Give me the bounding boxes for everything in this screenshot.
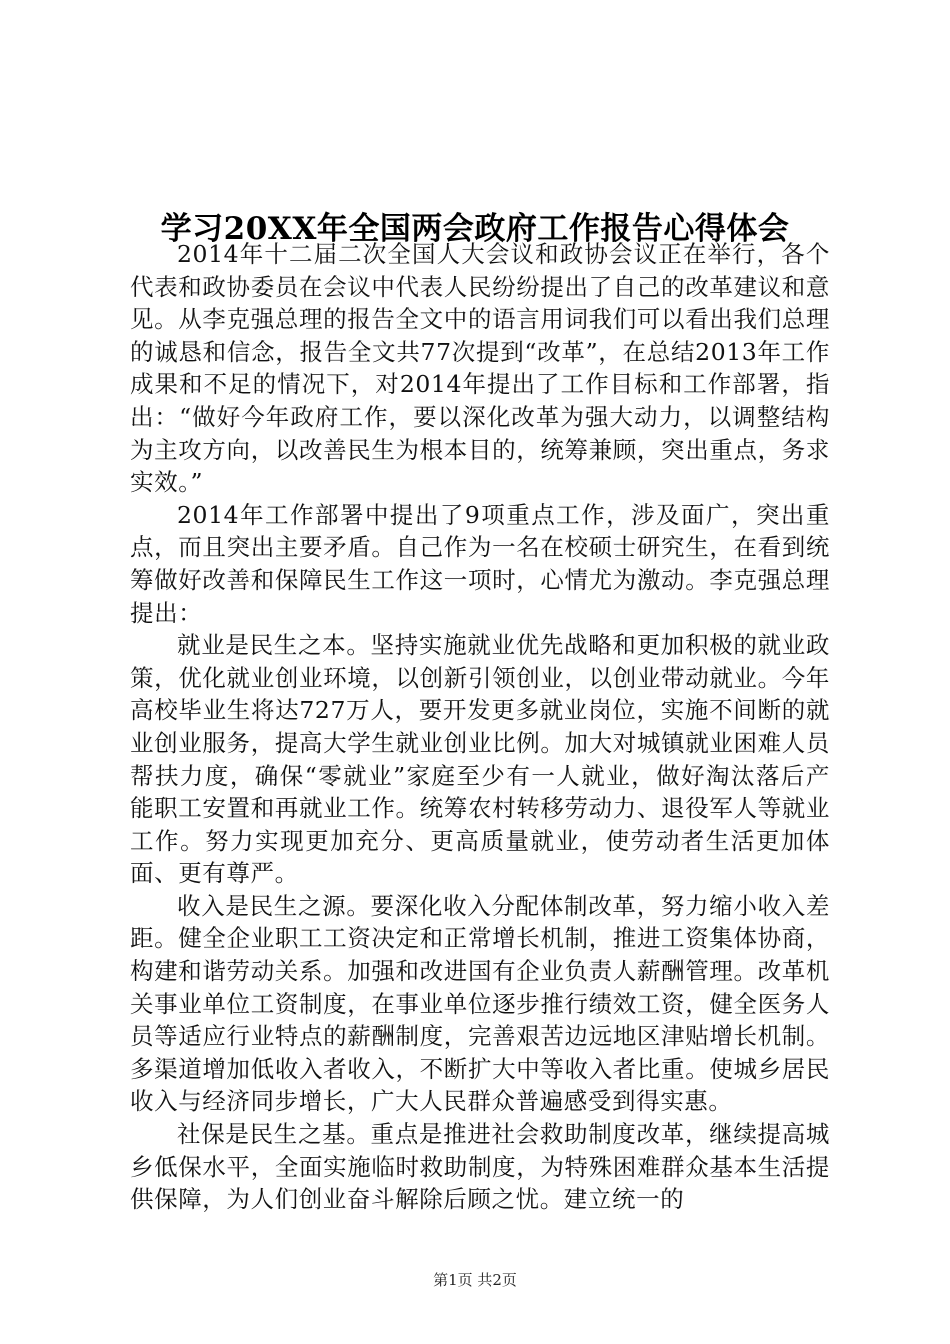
paragraph-income: 收入是民生之源。要深化收入分配体制改革，努力缩小收入差距。健全企业职工工资决定和正常增长机制，推进工资集体协商，构建和谐劳动关系。加强和改进国有企业负责人薪酬管理。改革机关事业单位工资制度，在事业单位逐步推行绩效工资，健全医务人员等适应行业特点的薪酬制度，完善艰苦边远地区津贴增长机制。多渠道增加低收入者收入，不断扩大中等收入者比重。使城乡居民收入与经济同步增长，广大人民群众普遍感受到得实惠。	[130, 891, 830, 1116]
paragraph-intro: 2014年十二届二次全国人大会议和政协会议正在举行，各个代表和政协委员在会议中代表人民纷纷提出了自己的改革建议和意见。从李克强总理的报告全文中的语言用词我们可以看出我们总理的诚恳和信念，报告全文共77次提到“改革”，在总结2013年工作成果和不足的情况下，对2014年提出了工作目标和工作部署，指出：“做好今年政府工作，要以深化改革为强大动力，以调整结构为主攻方向，以改善民生为根本目的，统筹兼顾，突出重点，务求实效。”	[130, 240, 830, 497]
paragraph-employment: 就业是民生之本。坚持实施就业优先战略和更加积极的就业政策，优化就业创业环境，以创新引领创业，以创业带动就业。今年高校毕业生将达727万人，要开发更多就业岗位，实施不间断的就业创业服务，提高大学生就业创业比例。加大对城镇就业困难人员帮扶力度，确保“零就业”家庭至少有一人就业，做好淘汰落后产能职工安置和再就业工作。统筹农村转移劳动力、退役军人等就业工作。努力实现更加充分、更高质量就业，使劳动者生活更加体面、更有尊严。	[130, 631, 830, 888]
document-body	[130, 238, 830, 1216]
paragraph-work-plan: 2014年工作部署中提出了9项重点工作，涉及面广，突出重点，而且突出主要矛盾。自己作为一名在校硕士研究生，在看到统筹做好改善和保障民生工作这一项时，心情尤为激动。李克强总理提出：	[130, 500, 830, 627]
document-title: 学习20XX年全国两会政府工作报告心得体会	[160, 210, 790, 247]
page-number-footer: 第1页 共2页	[433, 1271, 517, 1289]
paragraph-social-security: 社保是民生之基。重点是推进社会救助制度改革，继续提高城乡低保水平，全面实施临时救助制度，为特殊困难群众基本生活提供保障，为人们创业奋斗解除后顾之忧。建立统一的	[130, 1120, 830, 1214]
